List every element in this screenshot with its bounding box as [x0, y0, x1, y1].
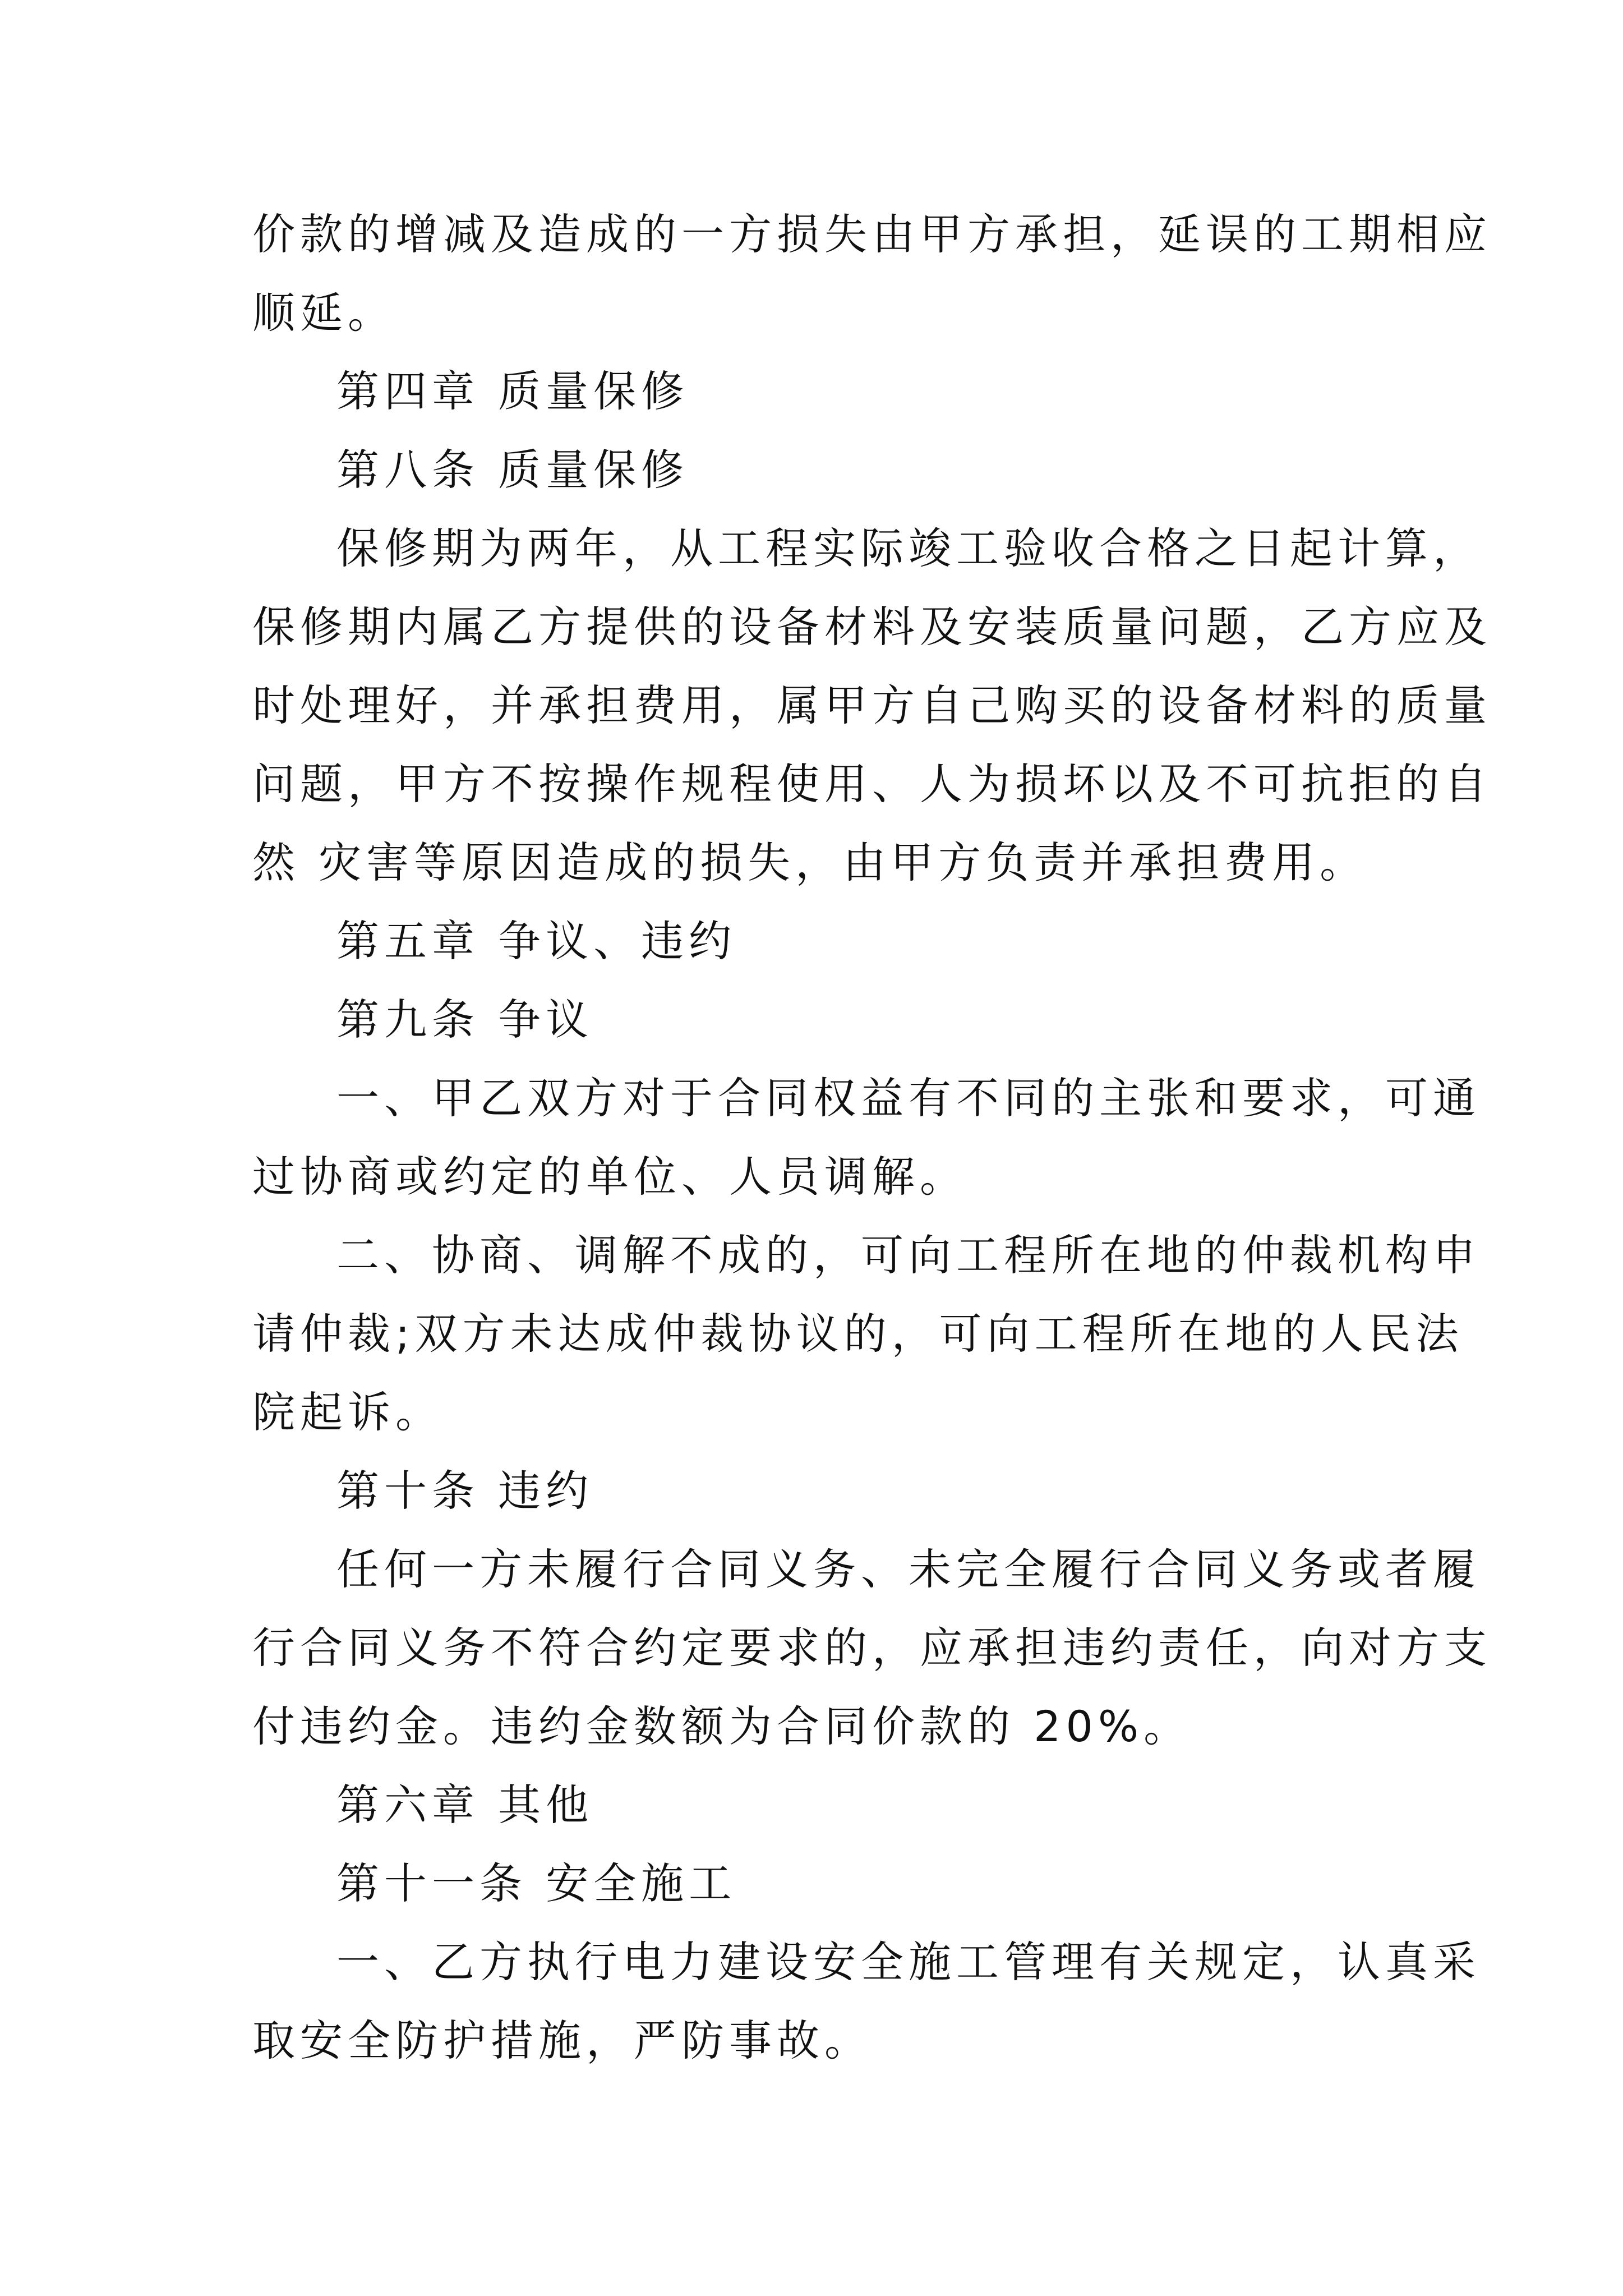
article-heading: 第八条 质量保修	[336, 445, 689, 495]
chapter-heading: 第六章 其他	[336, 1780, 594, 1830]
body-text-line: 保修期内属乙方提供的设备材料及安装质量问题，乙方应及	[252, 602, 1492, 652]
body-text-line: 二、协商、调解不成的，可向工程所在地的仲裁机构申	[336, 1230, 1481, 1280]
body-text-line: 价款的增减及造成的一方损失由甲方承担，延误的工期相应	[252, 209, 1492, 259]
body-text-line: 一、甲乙双方对于合同权益有不同的主张和要求，可通	[336, 1073, 1481, 1123]
body-text-line: 问题，甲方不按操作规程使用、人为损坏以及不可抗拒的自	[252, 759, 1492, 809]
body-text-line: 取安全防护措施，严防事故。	[252, 2016, 872, 2065]
body-text-line: 保修期为两年，从工程实际竣工验收合格之日起计算，	[336, 523, 1481, 573]
article-heading: 第九条 争议	[336, 995, 594, 1045]
article-heading: 第十一条 安全施工	[336, 1858, 737, 1908]
article-heading: 第十条 违约	[336, 1466, 594, 1516]
body-text-line: 付违约金。违约金数额为合同价款的 20%。	[252, 1701, 1192, 1751]
body-text-line: 院起诉。	[252, 1387, 443, 1437]
body-text-line: 请仲裁;双方未达成仲裁协议的，可向工程所在地的人民法	[252, 1309, 1464, 1359]
chapter-heading: 第四章 质量保修	[336, 366, 689, 416]
body-text-line: 行合同义务不符合约定要求的，应承担违约责任，向对方支	[252, 1623, 1492, 1673]
body-text-line: 时处理好，并承担费用，属甲方自己购买的设备材料的质量	[252, 680, 1492, 730]
chapter-heading: 第五章 争议、违约	[336, 916, 737, 966]
body-text-line: 任何一方未履行合同义务、未完全履行合同义务或者履	[336, 1544, 1481, 1594]
body-text-line: 过协商或约定的单位、人员调解。	[252, 1152, 967, 1202]
body-text-line: 然 灾害等原因造成的损失，由甲方负责并承担费用。	[252, 838, 1368, 887]
body-text-line: 一、乙方执行电力建设安全施工管理有关规定，认真采	[336, 1937, 1481, 1987]
body-text-line: 顺延。	[252, 288, 395, 338]
